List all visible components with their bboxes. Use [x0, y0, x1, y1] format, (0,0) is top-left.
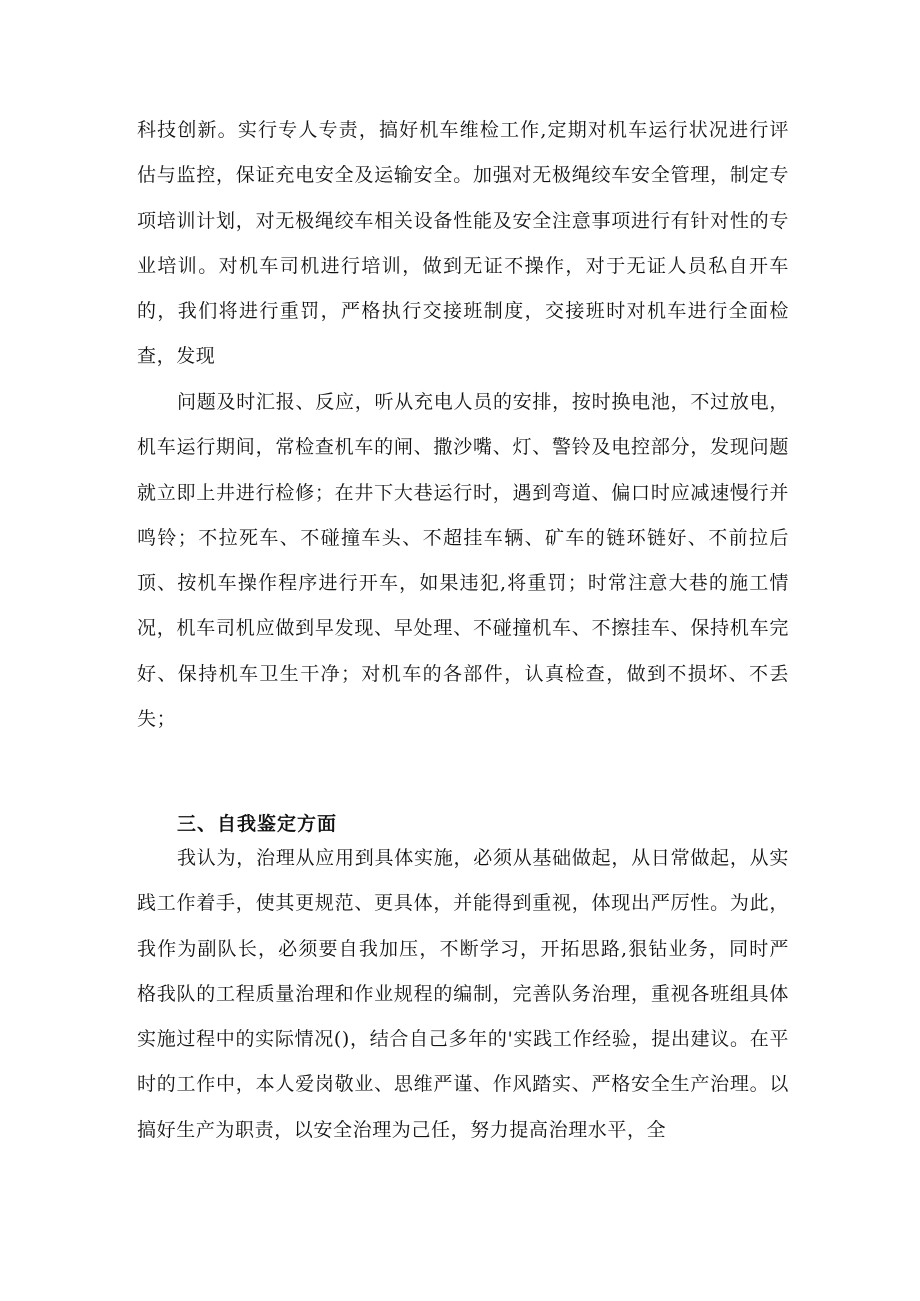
section-heading: 三、自我鉴定方面 — [177, 813, 338, 835]
paragraph-3: 我认为，治理从应用到具体实施，必须从基础做起，从日常做起，从实践工作着手，使其更规范、更具体，并能得到重视，体现出严厉性。为此，我作为副队长，必须要自我加压，不断学习，开拓思路,狠钻业务，同时严格我队的工程质量治理和作业规程的编制，完善队务治理，重视各班组具体实施过程中的实际情况()，结合自己多年的'实践工作经验，提出建议。在平时的工作中，本人爱岗敬业、思维严谨、作风踏实、严格安全生产治理。以搞好生产为职责，以安全治理为己任，努力提高治理水平，全 — [137, 847, 789, 1141]
paragraph-1: 科技创新。实行专人专责，搞好机车维检工作,定期对机车运行状况进行评估与监控，保证充电安全及运输安全。加强对无极绳绞车安全管理，制定专项培训计划，对无极绳绞车相关设备性能及安全注意事项进行有针对性的专业培训。对机车司机进行培训，做到无证不操作，对于无证人员私自开车的，我们将进行重罚，严格执行交接班制度，交接班时对机车进行全面检查，发现 — [137, 119, 789, 368]
paragraph-2: 问题及时汇报、反应，听从充电人员的安排，按时换电池，不过放电，机车运行期间，常检查机车的闸、撒沙嘴、灯、警铃及电控部分，发现问题就立即上井进行检修；在井下大巷运行时，遇到弯道、偏口时应减速慢行并鸣铃；不拉死车、不碰撞车头、不超挂车辆、矿车的链环链好、不前拉后顶、按机车操作程序进行开车，如果违犯,将重罚；时常注意大巷的施工情况，机车司机应做到早发现、早处理、不碰撞机车、不擦挂车、保持机车完好、保持机车卫生干净；对机车的各部件，认真检查，做到不损坏、不丢失； — [137, 391, 789, 731]
